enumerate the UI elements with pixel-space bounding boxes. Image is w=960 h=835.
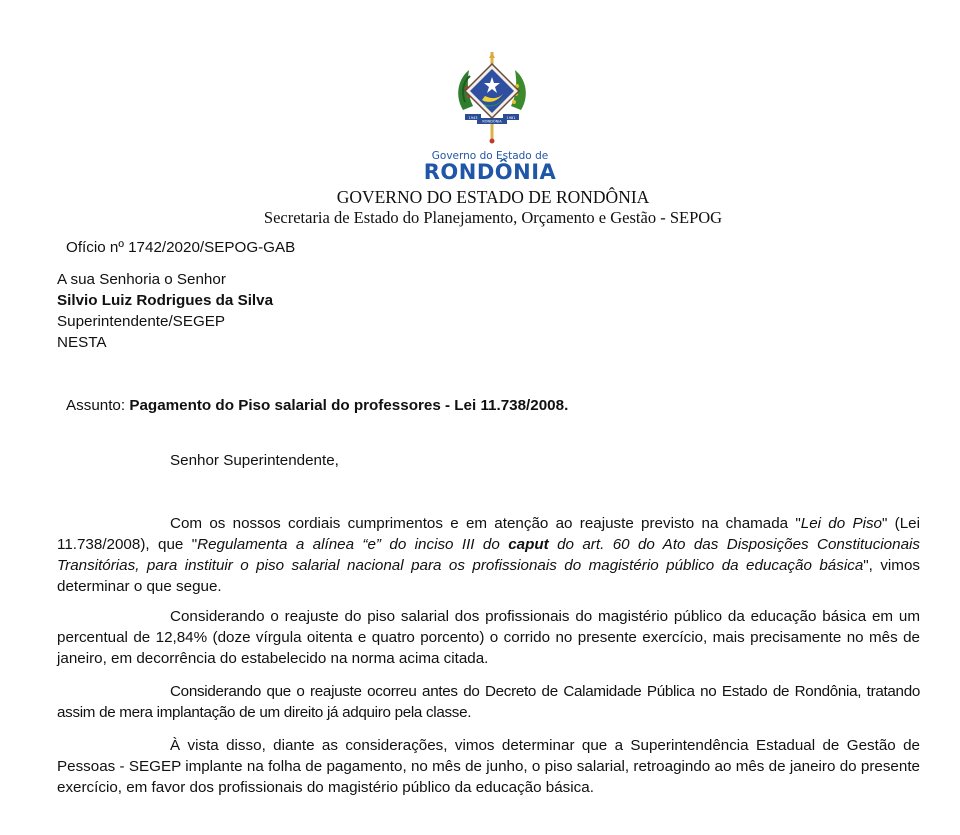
recipient-block bbox=[57, 269, 273, 353]
recipient-role: Superintendente/SEGEP bbox=[57, 313, 226, 330]
subject-label: Assunto: bbox=[66, 397, 126, 414]
paragraph-1: Com os nossos cordiais cumprimentos e em atenção ao reajuste previsto na chamada "Lei do Piso" (Lei 11.738/2008), que "Regulamenta a alínea “e” do inciso III do caput do art. 60 do Ato das Disposições Constitucionais Transitórias, para instituir o piso salarial nacional para os profissionais do magistério público da educação básica", vimos determinar o que segue. bbox=[57, 515, 921, 595]
coat-of-arms-emblem bbox=[455, 52, 529, 144]
paragraph-3: Considerando que o reajuste ocorreu antes do Decreto de Calamidade Pública no Estado de Rondônia, tratando assim de mera implantação de um direito já adquiro pela classe. bbox=[57, 683, 920, 721]
paragraph-2: Considerando o reajuste do piso salarial dos profissionais do magistério público da educação básica em um percentual de 12,84% (doze vírgula oitenta e quatro porcento) o corrido no presente exercício, mais precisamente no mês de janeiro, em decorrência do estabelecido na norma acima citada. bbox=[57, 608, 920, 667]
logo-line-governo: Governo do Estado de bbox=[431, 150, 549, 162]
subject-line bbox=[66, 397, 568, 414]
letterhead-title: GOVERNO DO ESTADO DE RONDÔNIA bbox=[336, 187, 650, 207]
letterhead-subtitle: Secretaria de Estado do Planejamento, Orçamento e Gestão - SEPOG bbox=[263, 208, 723, 227]
recipient-salutation: A sua Senhoria o Senhor bbox=[57, 271, 226, 288]
emblem-year-right: 1981 bbox=[506, 116, 516, 120]
oficio-number: Ofício nº 1742/2020/SEPOG-GAB bbox=[66, 239, 296, 256]
subject-text: Pagamento do Piso salarial do professores - Lei 11.738/2008. bbox=[129, 397, 569, 414]
emblem-ribbon-text: RONDÔNIA bbox=[482, 119, 502, 124]
greeting: Senhor Superintendente, bbox=[170, 452, 339, 469]
emblem-year-left: 1943 bbox=[468, 116, 478, 120]
paragraph-4: À vista disso, diante as considerações, vimos determinar que a Superintendência Estadual de Gestão de Pessoas - SEGEP implante na folha de pagamento, no mês de junho, o piso salarial, retroagindo ao mês de janeiro do presente exercício, em favor dos profissionais do magistério público da educação básica. bbox=[57, 737, 920, 796]
recipient-name: Silvio Luiz Rodrigues da Silva bbox=[57, 292, 274, 309]
recipient-location: NESTA bbox=[57, 334, 107, 351]
logo-line-rondonia: RONDÔNIA bbox=[423, 160, 557, 184]
